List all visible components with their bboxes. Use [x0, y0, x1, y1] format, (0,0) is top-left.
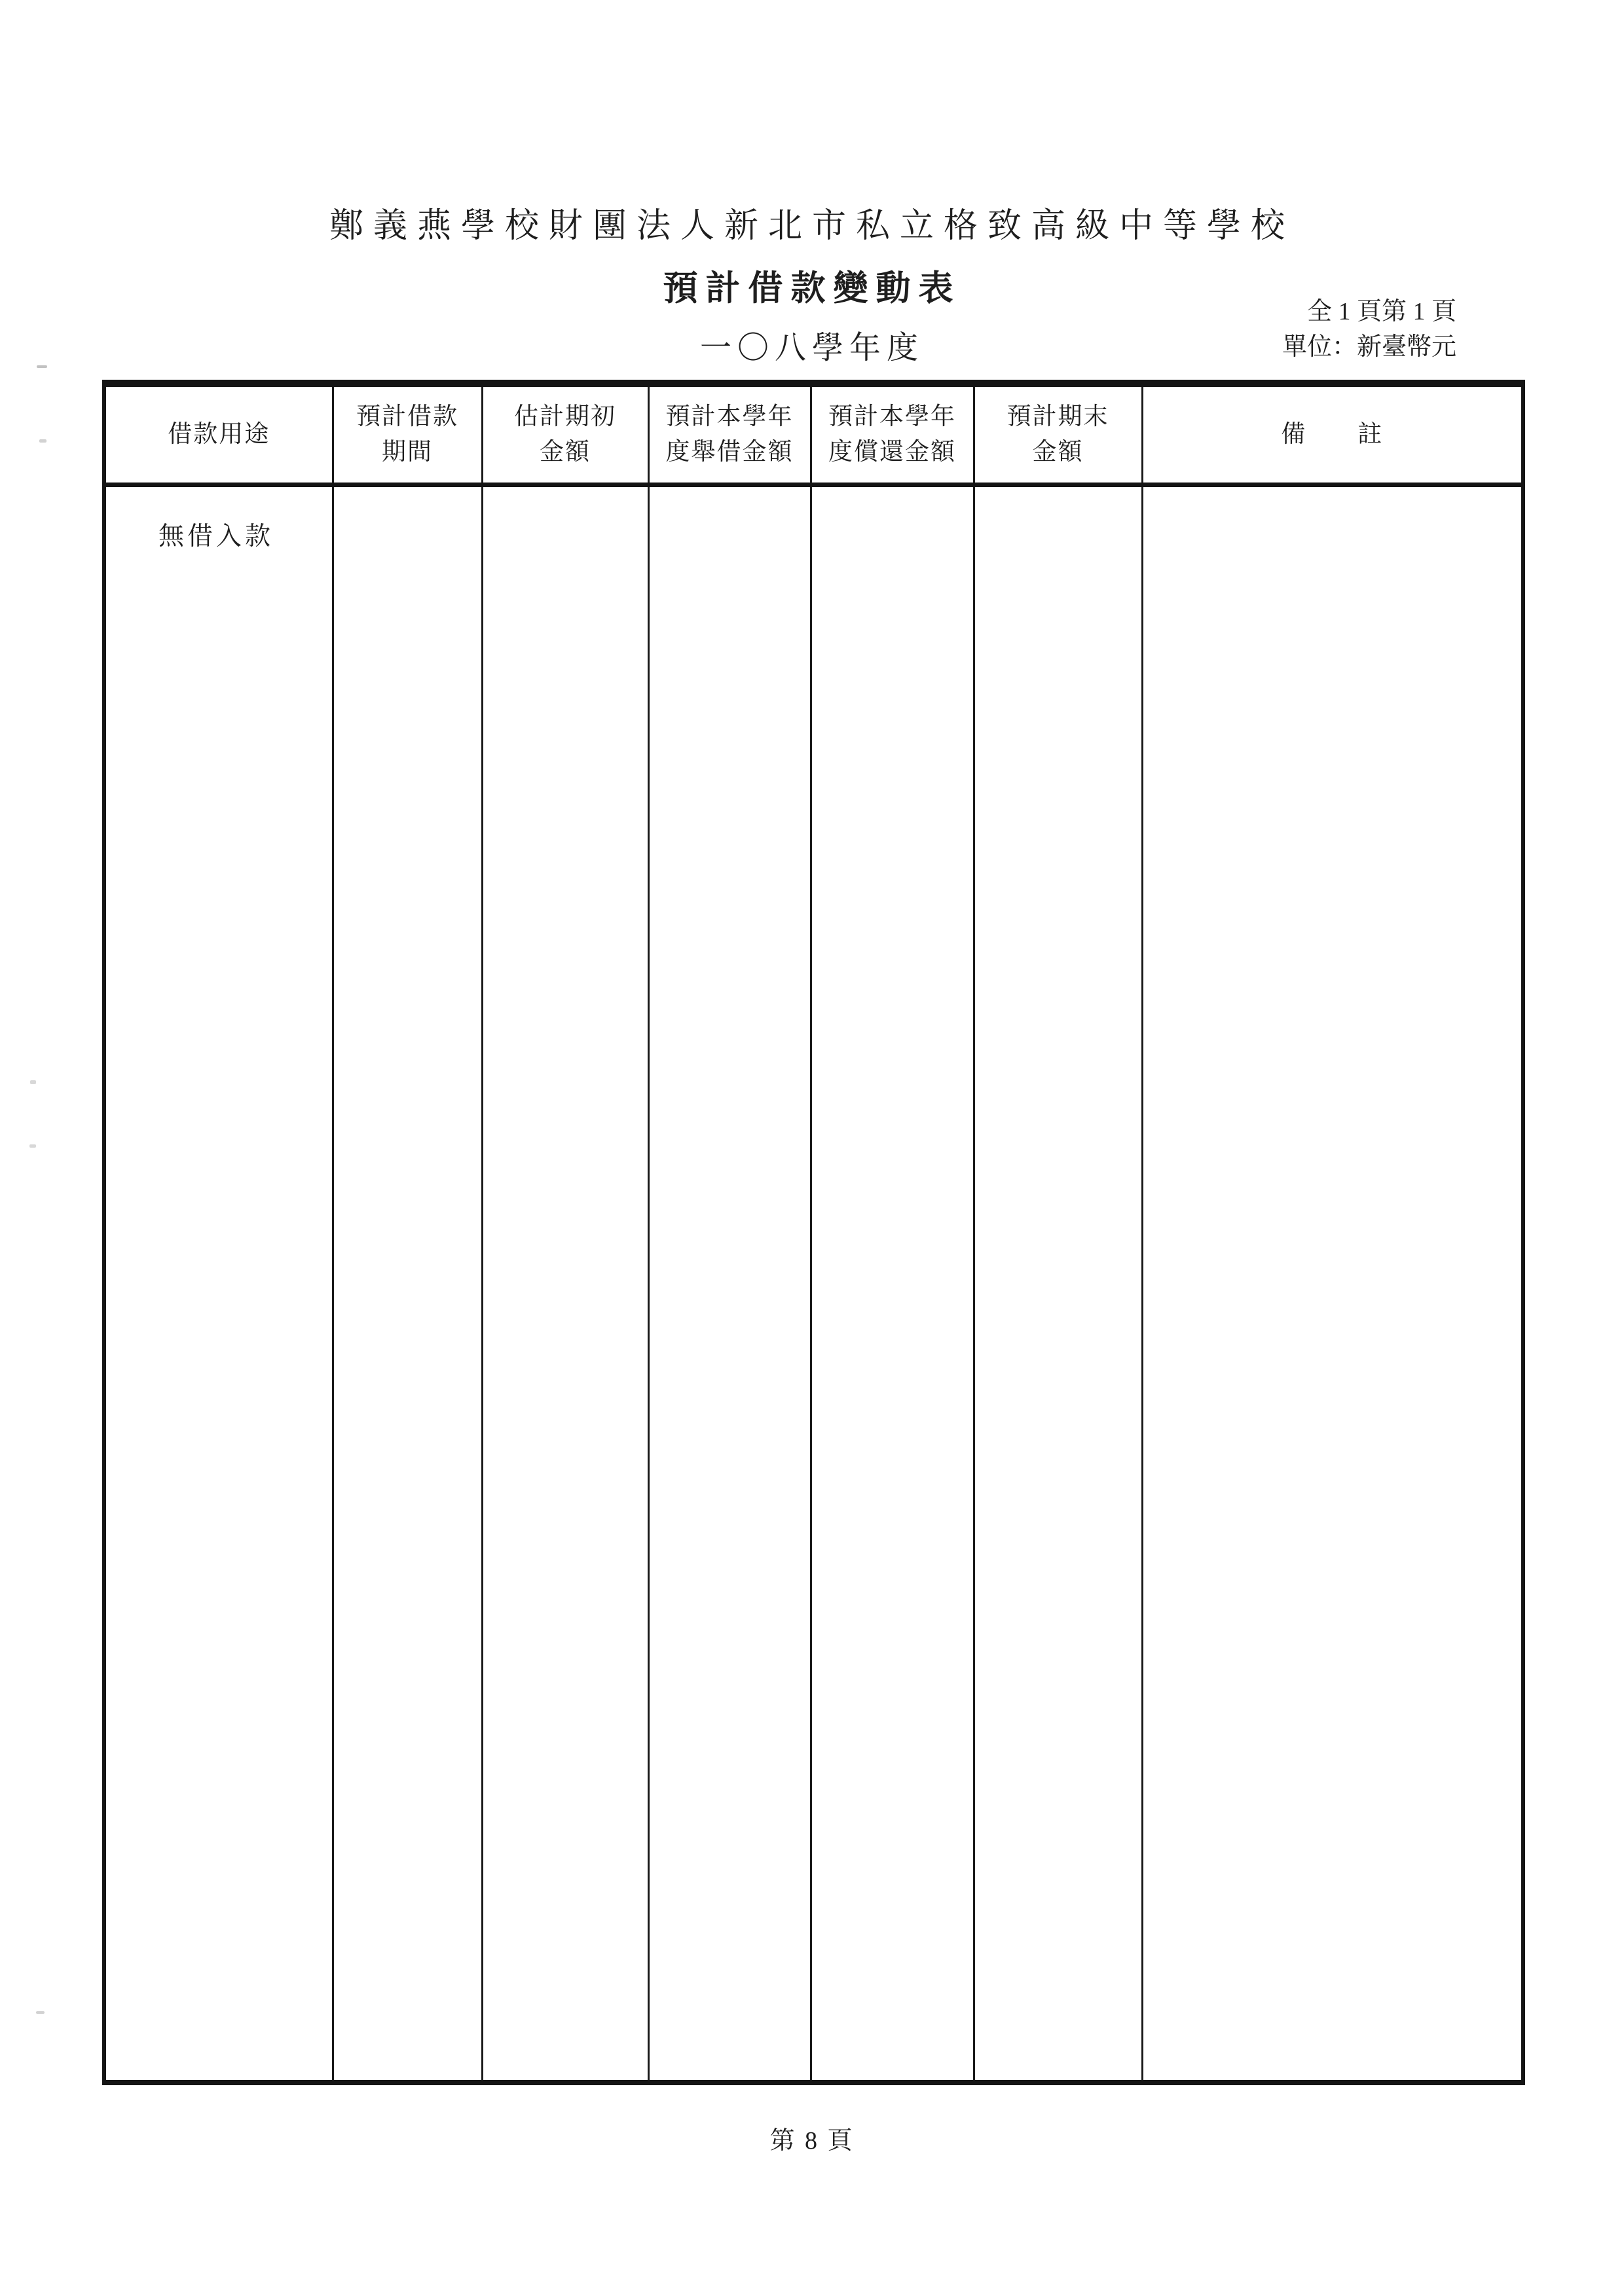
table-row: [104, 485, 1523, 2083]
col-header-beginning-balance: 估計期初 金額: [482, 384, 648, 485]
scan-artifact: [29, 1144, 36, 1148]
page-number: 第 8 頁: [769, 2127, 855, 2155]
academic-year: 一〇八學年度: [699, 331, 924, 365]
col-header-repayment: 預計本學年 度償還金額: [811, 384, 974, 485]
scan-artifact: [39, 439, 46, 443]
cell-loan-purpose: 無借入款: [104, 485, 333, 2083]
currency-unit-label: 單位：新臺幣元: [1282, 333, 1456, 361]
report-title: 預計借款變動表: [663, 270, 961, 308]
col-header-loan-purpose: 借款用途: [104, 384, 333, 485]
scan-artifact: [30, 1080, 36, 1084]
scan-artifact: [37, 365, 47, 368]
cell-new-borrowing: [648, 485, 811, 2083]
page-meta: [1282, 295, 1456, 365]
cell-remarks: [1142, 485, 1523, 2083]
cell-loan-period: [333, 485, 482, 2083]
loan-change-table: [102, 380, 1525, 2085]
col-header-remarks: 備 註: [1142, 384, 1523, 485]
table-header-row: [104, 384, 1523, 485]
school-name: 鄭義燕學校財團法人新北市私立格致高級中等學校: [329, 208, 1295, 245]
scan-artifact: [36, 2011, 45, 2014]
cell-repayment: [811, 485, 974, 2083]
page-count-label: 全 1 頁第 1 頁: [1306, 298, 1456, 325]
col-header-new-borrowing: 預計本學年 度舉借金額: [648, 384, 811, 485]
cell-beginning-balance: [482, 485, 648, 2083]
col-header-loan-period: 預計借款 期間: [333, 384, 482, 485]
col-header-ending-balance: 預計期末 金額: [974, 384, 1142, 485]
cell-ending-balance: [974, 485, 1142, 2083]
table-body: [104, 485, 1523, 2083]
